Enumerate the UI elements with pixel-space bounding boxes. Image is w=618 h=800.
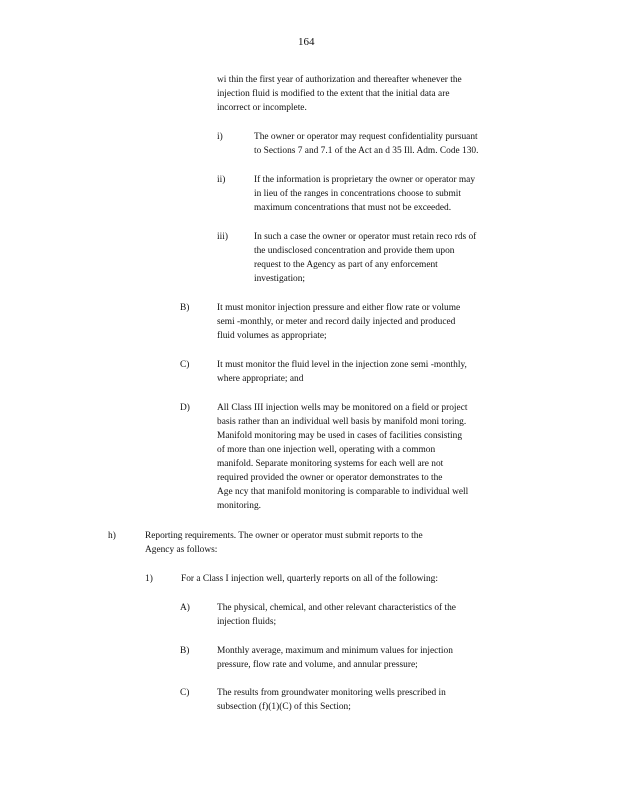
text-line: If the information is proprietary the owner or operator may — [254, 175, 476, 185]
text-line: required provided the owner or operator demonstrates to the — [217, 473, 443, 483]
item-label: C) — [180, 688, 190, 698]
item-c-lower — [217, 686, 522, 714]
text-line: Reporting requirements. The owner or operator must submit reports to the — [145, 531, 423, 541]
text-line: All Class III injection wells may be monitored on a field or project — [217, 403, 468, 413]
sub-item-ii — [254, 173, 536, 215]
text-line: manifold. Separate monitoring systems for each well are not — [217, 459, 444, 469]
text-line: where appropriate; and — [217, 374, 304, 384]
text-line: Age ncy that manifold monitoring is comparable to individual well — [217, 487, 469, 497]
text-line: basis rather than an individual well basis by manifold moni toring. — [217, 417, 467, 427]
section-h-heading — [145, 529, 505, 557]
text-line: wi thin the first year of authorization and thereafter whenever the — [217, 75, 462, 85]
sub-item-i — [254, 130, 536, 158]
item-d-upper — [217, 401, 535, 513]
text-line: monitoring. — [217, 501, 262, 511]
sub-item-label: iii) — [217, 232, 228, 242]
text-line: fluid volumes as appropriate; — [217, 331, 327, 341]
text-line: injection fluid is modified to the extent that the initial data are — [217, 89, 450, 99]
item-a-lower — [217, 601, 522, 629]
text-line: investigation; — [254, 274, 306, 284]
item-label: B) — [180, 303, 190, 313]
text-line: injection fluids; — [217, 617, 277, 627]
sub-item-label: i) — [217, 132, 223, 142]
text-line: subsection (f)(1)(C) of this Section; — [217, 702, 351, 712]
text-line: in lieu of the ranges in concentrations choose to submit — [254, 189, 461, 199]
item-label: A) — [180, 603, 190, 613]
item-label: C) — [180, 360, 190, 370]
text-line: Agency as follows: — [145, 545, 218, 555]
text-line: incorrect or incomplete. — [217, 103, 307, 113]
item-label: D) — [180, 403, 190, 413]
text-line: request to the Agency as part of any enforcement — [254, 260, 438, 270]
text-line: to Sections 7 and 7.1 of the Act an d 35 Ill. Adm. Code 130. — [254, 146, 479, 156]
text-line: It must monitor injection pressure and either flow rate or volume — [217, 303, 461, 313]
item-b-lower — [217, 644, 522, 672]
intro-paragraph — [217, 73, 528, 115]
text-line: The owner or operator may request confidentiality pursuant — [254, 132, 478, 142]
text-line: Monthly average, maximum and minimum values for injection — [217, 646, 453, 656]
text-line: The results from groundwater monitoring wells prescribed in — [217, 688, 446, 698]
text-line: semi -monthly, or meter and record daily injected and produced — [217, 317, 456, 327]
text-line: The physical, chemical, and other relevant characteristics of the — [217, 603, 456, 613]
text-line: For a Class I injection well, quarterly reports on all of the following: — [181, 574, 438, 584]
text-line: In such a case the owner or operator must retain reco rds of — [254, 232, 477, 242]
text-line: pressure, flow rate and volume, and annular pressure; — [217, 660, 418, 670]
text-line: Manifold monitoring may be used in cases of facilities consisting — [217, 431, 463, 441]
item-b-upper — [217, 301, 535, 343]
section-label: h) — [108, 531, 116, 541]
sub-item-iii — [254, 230, 536, 286]
text-line: It must monitor the fluid level in the injection zone semi -monthly, — [217, 360, 467, 370]
page-number: 164 — [298, 36, 315, 48]
item-c-upper — [217, 358, 535, 386]
item-label: 1) — [145, 574, 153, 584]
text-line: maximum concentrations that must not be exceeded. — [254, 203, 452, 213]
text-line: of more than one injection well, operating with a common — [217, 445, 436, 455]
text-line: the undisclosed concentration and provide them upon — [254, 246, 455, 256]
item-label: B) — [180, 646, 190, 656]
item-1 — [181, 572, 506, 586]
sub-item-label: ii) — [217, 175, 226, 185]
